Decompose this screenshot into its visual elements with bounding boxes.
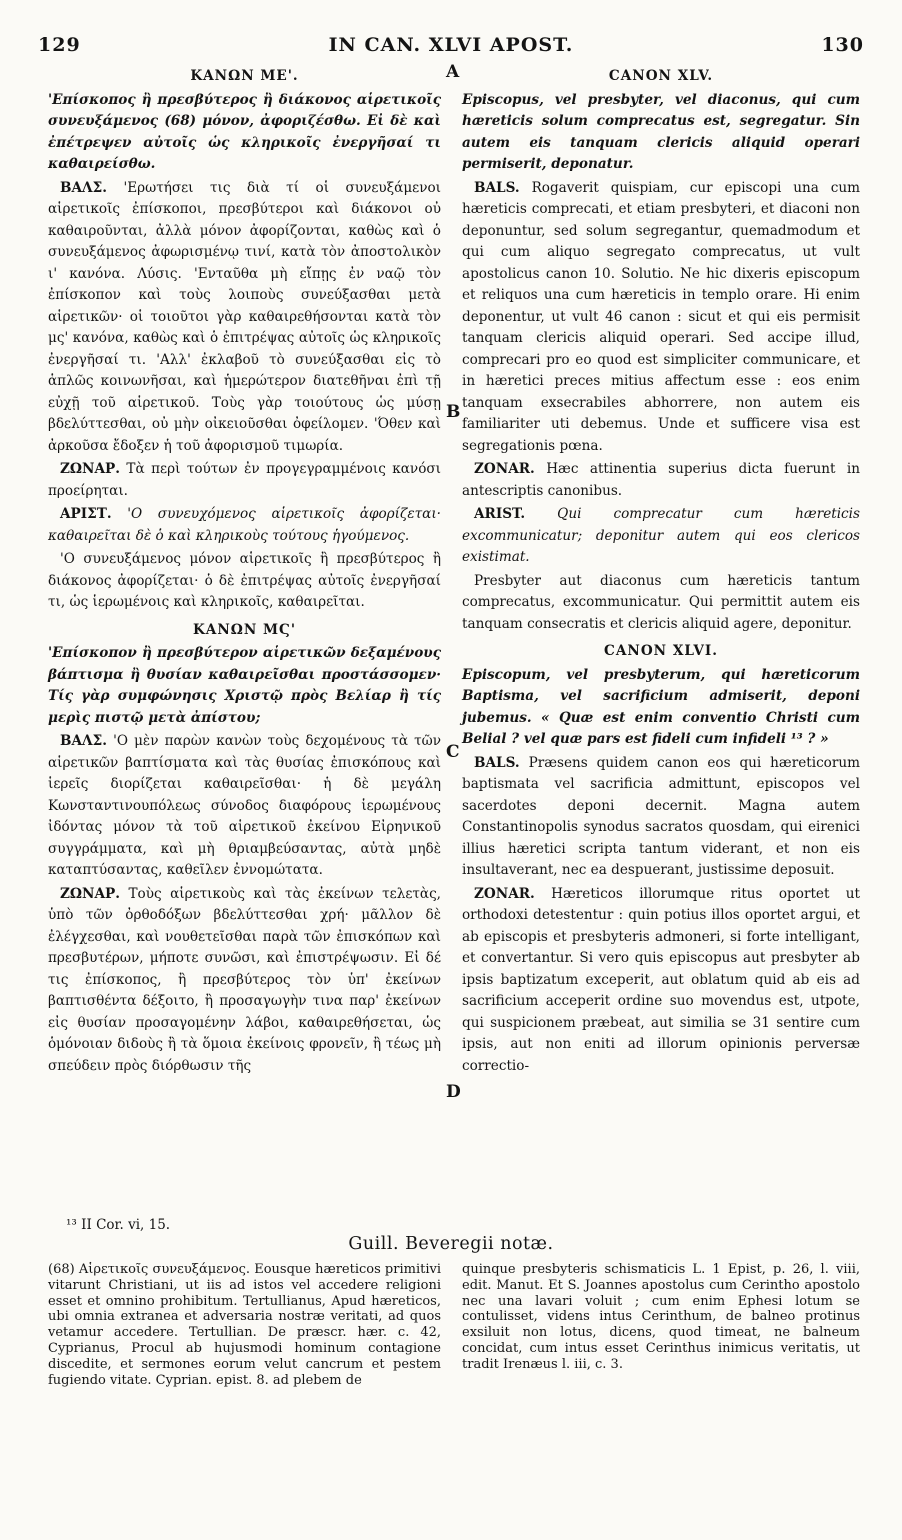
footnote: ¹³ II Cor. vi, 15. xyxy=(66,1217,171,1233)
commentator-label: ZONAR. xyxy=(474,885,535,902)
commentary-text: Τοὺς αἱρετικοὺς καὶ τὰς ἐκείνων τελετὰς, ὑπὸ τῶν ὀρθοδόξων βδελύττεσθαι χρή· μᾶλλον δὲ ἐλέγχεσθαι, καὶ νουθετεῖσθαι παρὰ τῶν ἐπισκόπων καὶ πρεσβυτέρων, μήποτε συνῶσι, καὶ ἐπιστρέψωσιν. Εἰ δέ τις ἐπίσκοπος, ἢ πρεσβύτερος τὸν ὑπ' ἐκείνων βαπτισθέντα δέξοιτο, ἢ προσαγωγὴν τινα παρ' ἐκείνων εἰς θυσίαν προσαγομένην λάβοι, καθαιρεθήσεται, ὡς ὁμόνοιαν διδοὺς ἢ τὰ ὅμοια ἐκείνοις φρονεῖν, ἢ τέως μὴ σπεύδειν πρὸς διόρθωσιν τῆς xyxy=(48,885,442,1074)
commentator-label: ΒΑΛΣ. xyxy=(60,179,107,196)
running-title: IN CAN. XLVI APOST. xyxy=(328,34,574,56)
zonar-commentary-45-latin xyxy=(462,459,860,502)
commentary-text: Rogaverit quispiam, cur episcopi una cum hæreticis comprecati, et etiam presbyteri, et diaconi non deponuntur, sed solum segregantur, quemadmodum et qui cum aliquo segregato comprecatus, ut vult apostolicus canon 10. Solutio. Ne hic dixeris episcopum et reliquos una cum hæreticis in templo orare. Hi enim deponentur, ut vult 46 canon : sicut et qui eis permisit tanquam clericis aliquid operari. Sed accipe illud, comprecari pro eo quod est simpliciter communicare, et in hæretici preces mitius affectum esse : eos enim tanquam exsecrabiles abhorrere, non autem eis familiariter uti debemus. Unde et sufficere visa est segregationis pœna. xyxy=(462,179,861,454)
canon-45-summary-greek: 'Ο συνευξάμενος μόνον αἱρετικοῖς ἢ πρεσβύτερος ἢ διάκονος ἀφορίζεται· ὁ δὲ ἐπιτρέψας αὐτοῖς ἐνεργῆσαί τι, ὡς ἱερωμένοις καὶ κληρικοῖς, καθαιρεῖται. xyxy=(48,551,441,610)
bals-commentary-46-latin xyxy=(462,753,860,882)
canon-45-heading-greek: ΚΑΝΩΝ ΜΕ'. xyxy=(190,68,299,84)
commentary-text: Hæc attinentia superius dicta fuerunt in antescriptis canonibus. xyxy=(462,461,860,499)
margin-marker-a: A xyxy=(446,62,460,82)
page-number-right: 130 xyxy=(821,34,864,56)
notes-right-text: quinque presbyteris schismaticis L. 1 Epist, p. 26, l. viii, edit. Manut. Et S. Joannes apostolus cum Cerintho apostolo nec una lavari voluit ; cum enim Ephesi lotum se contulisset, videns intus Cerinthum, de balneo protinus exsiluit non lotus, dicens, quod timeat, ne balneum concidat, cum intus esset Cerinthus inimicus veritatis, ut tradit Irenæus l. iii, c. 3. xyxy=(462,1262,860,1372)
commentator-label: ΖΩΝΑΡ. xyxy=(60,885,120,902)
commentator-label: ZONAR. xyxy=(474,461,535,477)
notes-right-column xyxy=(462,1262,860,1373)
commentator-label: ΒΑΛΣ. xyxy=(60,733,107,749)
margin-marker-d: D xyxy=(446,1082,461,1102)
page-number-left: 129 xyxy=(38,34,81,56)
commentary-text: 'Ο μὲν παρὼν κανὼν τοὺς δεχομένους τὰ τῶν αἱρετικῶν βαπτίσματα καὶ τὰς θυσίας ἐπισκόπους καὶ ἱερεῖς διορίζεται καθαιρεῖσθαι· ἡ δὲ μεγάλη Κωνσταντινουπόλεως σύνοδος διαφόρους ἱερωμένους ἰδόντας μόνον τὰ τοῦ αἱρετικοῦ ἐκείνου Εἰρηνικοῦ συγγράμματα, καὶ μὴ θριαμβεύσαντας, αὐτὰ μηδὲ καταπτύσαντας, καθεῖλεν ἐννομώτατα. xyxy=(48,733,442,878)
canon-46-text-greek: 'Επίσκοπον ἢ πρεσβύτερον αἱρετικῶν δεξαμένους βάπτισμα ἢ θυσίαν καθαιρεῖσθαι προστάσσομεν· Τίς γὰρ συμφώνησις Χριστῷ πρὸς Βελίαρ ἢ τίς μερὶς πιστῷ μετὰ ἀπίστου; xyxy=(48,645,441,726)
commentary-text: Τὰ περὶ τούτων ἐν προγεγραμμένοις κανόσι προείρηται. xyxy=(48,461,441,499)
notes-left-text: (68) Αἱρετικοῖς συνευξάμενος. Eousque hæreticos primitivi vitarunt Christiani, ut iis ad istos vel accedere religioni esset et omnino prohibitum. Tertullianus, Apud hæreticos, ubi omnia extranea et adversaria nostræ veritati, ad quos vetamur accedere. Tertullian. De præscr. hær. c. 42, Cyprianus, Procul ab hujusmodi hominum contagione discedite, et sermones eorum velut cancrum et pestem fugiendo vitate. Cyprian. epist. 8. ad plebem de xyxy=(48,1262,441,1388)
commentator-label: BALS. xyxy=(474,179,520,196)
latin-column xyxy=(462,64,860,1079)
canon-46-heading-latin: CANON XLVI. xyxy=(604,643,718,659)
commentary-text: Qui comprecatur cum hæreticis excommunicatur; deponitur autem qui eos clericos existimat. xyxy=(462,506,860,565)
bals-commentary-45-latin xyxy=(462,178,860,458)
margin-marker-b: B xyxy=(446,402,461,422)
commentary-text: 'Ο συνευχόμενος αἱρετικοῖς ἀφορίζεται· καθαιρεῖται δὲ ὁ καὶ κληρικοὺς τούτους ἡγούμενος. xyxy=(48,506,442,544)
arist-commentary-45-greek xyxy=(48,504,441,547)
commentary-text: Præsens quidem canon eos qui hæreticorum baptismata vel sacrificia admittunt, episcopos vel sacerdotes deponi decernit. Magna autem Constantinopolis synodus sacratos quosdam, qui eirenici illius hæretici scripta tantum viderant, et non eis insultaverant, nec ea despuerant, justissime deposuit. xyxy=(462,754,861,878)
running-head xyxy=(38,34,864,58)
notes-left-column xyxy=(48,1262,441,1388)
canon-45-heading-latin: CANON XLV. xyxy=(608,68,714,84)
canon-45-summary-latin: Presbyter aut diaconus cum hæreticis tantum comprecatus, excommunicatur. Qui permittit autem eis tanquam consecratis et clericis aliquid agere, deponitur. xyxy=(462,572,860,632)
commentator-label: ARIST. xyxy=(474,506,526,522)
notes-title: Guill. Beveregii notæ. xyxy=(348,1234,554,1254)
commentator-label: ΖΩΝΑΡ. xyxy=(60,461,120,477)
greek-column xyxy=(48,64,441,1079)
arist-commentary-45-latin xyxy=(462,504,860,569)
zonar-commentary-45-greek xyxy=(48,459,441,502)
bals-commentary-45-greek xyxy=(48,178,441,458)
canon-46-heading-greek: ΚΑΝΩΝ ΜϚ' xyxy=(192,621,297,638)
commentary-text: Hæreticos illorumque ritus oportet ut orthodoxi detestentur : quin potius illos oportet argui, et ab episcopis et presbyteris admoneri, si forte intelligant, et convertantur. Si vero quis episcopus aut presbyter ab ipsis baptizatum exceperit, aut oblatum quid ab eis ad sacrificium acceperit ordine suo movendus est, utpote, qui suspicionem præbeat, aut similia se 31 sentire cum ipsis, aut non eniti ad illorum opinionis perversæ correctio- xyxy=(462,885,860,1074)
canon-46-text-latin: Episcopum, vel presbyterum, qui hæreticorum Baptisma, vel sacrificium admiserit, deponi jubemus. « Quæ est enim conventio Christi cum Belial ? vel quæ pars est fideli cum infideli ¹³ ? » xyxy=(462,666,860,747)
bals-commentary-46-greek xyxy=(48,731,441,882)
canon-45-text-latin: Episcopus, vel presbyter, vel diaconus, qui cum hæreticis solum comprecatus est, segregatur. Sin autem eis tanquam clericis aliquid operari permiserit, deponatur. xyxy=(462,91,860,172)
canon-45-text-greek: 'Επίσκοπος ἢ πρεσβύτερος ἢ διάκονος αἱρετικοῖς συνευξάμενος (68) μόνον, ἀφοριζέσθω. Εἰ δὲ καὶ ἐπέτρεψεν αὐτοῖς ὡς κληρικοῖς ἐνεργῆσαί τι καθαιρείσθω. xyxy=(48,91,441,172)
margin-marker-c: C xyxy=(446,742,460,762)
commentary-text: 'Ερωτήσει τις διὰ τί οἱ συνευξάμενοι αἱρετικοῖς ἐπίσκοποι, πρεσβύτεροι καὶ διάκονοι οὐ καθαιροῦνται, ἀλλὰ μόνον ἀφορίζονται, καθὼς καὶ ὁ συνευξάμενος ἀφωρισμένῳ τινί, κατὰ τὸν ἀποστολικὸν ι' κανόνα. Λύσις. 'Ενταῦθα μὴ εἴπῃς ἐν ναῷ τὸν ἐπίσκοπον καὶ τοὺς λοιποὺς συνεύξασθαι μετὰ αἱρετικῶν· οἱ τοιοῦτοι γὰρ καθαιρεθήσονται κατὰ τὸν μς' κανόνα, καθὼς καὶ ὁ ἐπιτρέψας αὐτοῖς ὡς κληρικοῖς ἐνεργῆσαί τι. 'Αλλ' ἐκλαβοῦ τὸ συνεύξασθαι εἰς τὸ ἁπλῶς κοινωνῆσαι, καὶ ἡμερώτερον διατεθῆναι ἐπὶ τῇ εὐχῇ τοῦ αἱρετικοῦ. Τοὺς γὰρ τοιούτους ὡς μύσῃ βδελύττεσθαι, οὐ μὴν οἰκειοῦσθαι ὀφείλομεν. 'Όθεν καὶ ἀρκοῦσα ἔδοξεν ἡ τοῦ ἀφορισμοῦ τιμωρία. xyxy=(48,179,441,454)
zonar-commentary-46-greek xyxy=(48,884,441,1078)
zonar-commentary-46-latin xyxy=(462,884,860,1078)
commentator-label: BALS. xyxy=(474,754,520,771)
commentator-label: ΑΡΙΣΤ. xyxy=(60,506,112,522)
